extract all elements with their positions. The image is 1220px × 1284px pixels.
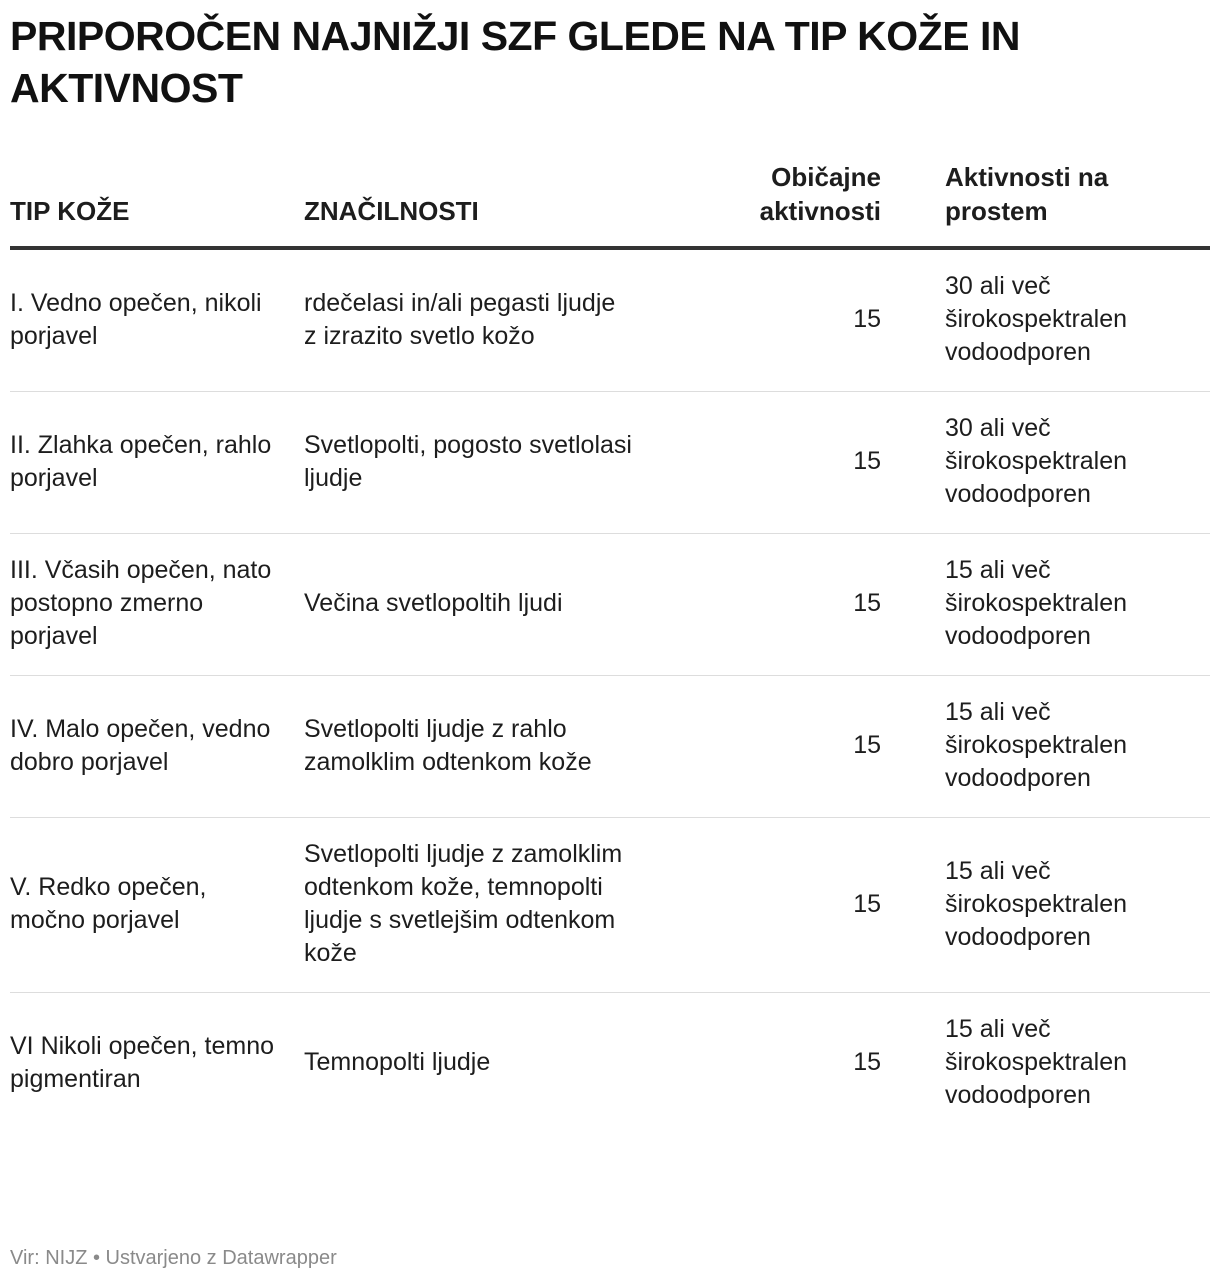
column-header: Običajne aktivnosti	[654, 160, 881, 248]
table-cell: 15	[853, 1048, 881, 1076]
table-row	[10, 993, 1210, 1135]
table-cell: VI Nikoli opečen, temno pigmentiran	[10, 1031, 275, 1093]
table-row	[10, 818, 1210, 993]
table-cell: 15 ali več širokospektralen vodoodporen	[945, 1015, 1128, 1109]
table-cell: Svetlopolti, pogosto svetlolasi ljudje	[304, 392, 654, 534]
table-cell: 15	[654, 534, 881, 676]
data-table	[10, 160, 1210, 1134]
table-cell: 15	[654, 248, 881, 392]
table-cell: 15 ali več širokospektralen vodoodporen	[881, 818, 1210, 993]
column-header: Aktivnosti na prostem	[881, 160, 1210, 248]
table-cell: Svetlopolti ljudje z zamolklim odtenkom kože, temnopolti ljudje s svetlejšim odtenkom kože	[304, 818, 654, 993]
table-row	[10, 392, 1210, 534]
column-header: TIP KOŽE	[10, 160, 304, 248]
table-cell: Svetlopolti ljudje z rahlo zamolklim odtenkom kože	[304, 676, 654, 818]
table-header-row	[10, 160, 1210, 248]
table-row	[10, 676, 1210, 818]
table-cell: 15	[654, 818, 881, 993]
table-cell: Večina svetlopoltih ljudi	[304, 534, 654, 676]
table-cell: V. Redko opečen, močno porjavel	[10, 818, 304, 993]
table-cell: III. Včasih opečen, nato postopno zmerno porjavel	[10, 534, 304, 676]
source-footer: Vir: NIJZ • Ustvarjeno z Datawrapper	[10, 1247, 337, 1269]
column-header: ZNAČILNOSTI	[304, 160, 654, 248]
table-cell: 15	[654, 392, 881, 534]
table-cell: II. Zlahka opečen, rahlo porjavel	[10, 392, 304, 534]
table-cell: IV. Malo opečen, vedno dobro porjavel	[10, 676, 304, 818]
table-cell: 30 ali več širokospektralen vodoodporen	[881, 392, 1210, 534]
table-cell: 15 ali več širokospektralen vodoodporen	[881, 676, 1210, 818]
table-cell: rdečelasi in/ali pegasti ljudje z izrazito svetlo kožo	[304, 248, 654, 392]
table-cell: I. Vedno opečen, nikoli porjavel	[10, 248, 304, 392]
table-cell: Temnopolti ljudje	[304, 1048, 491, 1076]
table-row	[10, 534, 1210, 676]
table-row	[10, 248, 1210, 392]
table-cell: 15	[654, 676, 881, 818]
table-cell: 15 ali več širokospektralen vodoodporen	[881, 534, 1210, 676]
chart-title: PRIPOROČEN NAJNIŽJI SZF GLEDE NA TIP KOŽE IN AKTIVNOST	[10, 13, 1020, 111]
table-cell: 30 ali več širokospektralen vodoodporen	[881, 248, 1210, 392]
